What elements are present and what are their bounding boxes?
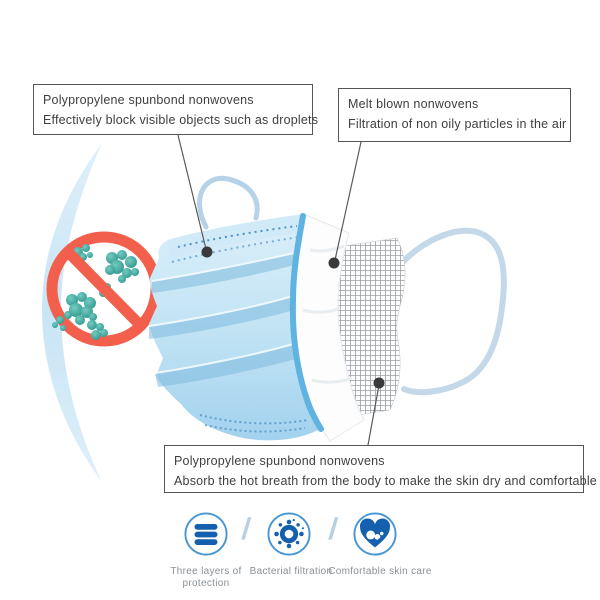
no-bacteria-sign — [52, 237, 156, 341]
callout-text: Polypropylene spunbond nonwovens — [43, 93, 254, 107]
callout-text: Effectively block visible objects such as droplets — [43, 113, 319, 127]
callout-dot-blue-layer — [202, 247, 213, 258]
separator-slash-icon: / — [240, 513, 253, 546]
callout-box-middle-layer — [338, 88, 571, 142]
feature-label-line: Comfortable skin care — [328, 566, 432, 577]
callout-box-outer-layer — [33, 84, 319, 135]
callout-text: Filtration of non oily particles in the air — [348, 117, 567, 131]
callout-text: Absorb the hot breath from the body to make the skin dry and comfortable — [174, 474, 597, 488]
callout-line-top-right — [335, 142, 361, 260]
feature-label-line: protection — [182, 578, 230, 589]
callout-dot-white-layer — [329, 258, 340, 269]
callout-dot-mesh-layer — [374, 378, 385, 389]
comfortable-skin-care-icon — [352, 511, 398, 557]
callout-text: Melt blown nonwovens — [348, 97, 479, 111]
feature-label-line: Bacterial filtration — [249, 566, 333, 577]
callout-text: Polypropylene spunbond nonwovens — [174, 454, 385, 468]
blue-layer — [149, 214, 321, 440]
bacterial-filtration-icon — [266, 511, 312, 557]
feature-label-line: Three layers of — [170, 566, 242, 577]
three-layers-icon — [183, 511, 229, 557]
callout-box-inner-layer — [164, 445, 597, 493]
ear-loop-top — [200, 178, 258, 227]
feature-label-skin-care — [310, 566, 450, 578]
ear-loop-right — [402, 231, 504, 392]
separator-slash-icon: / — [327, 513, 340, 546]
